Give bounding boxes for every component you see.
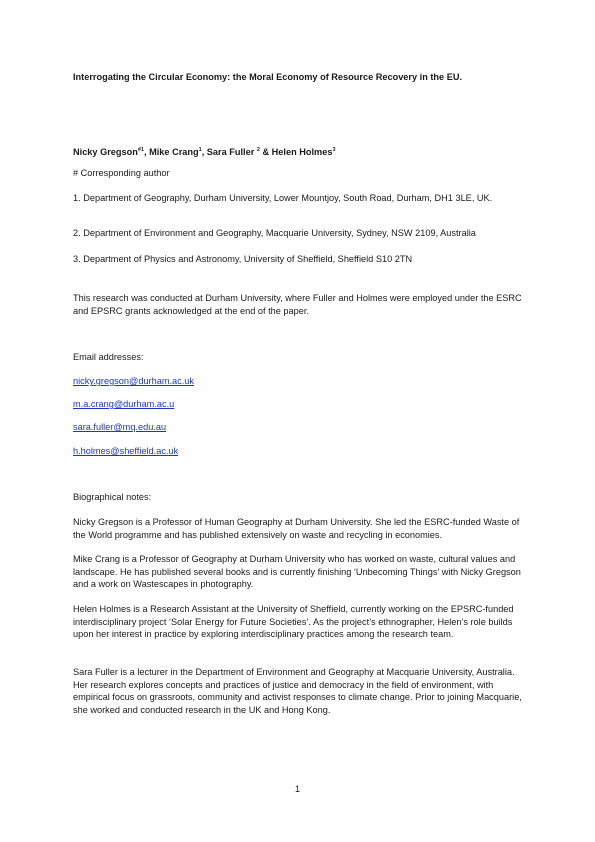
author-separator: & [259,147,272,157]
email-link[interactable]: nicky.gregson@durham.ac.uk [73,376,194,386]
author-affiliation-marker: #1 [137,146,144,153]
email-link[interactable]: h.holmes@sheffield.ac.uk [73,446,179,456]
research-note: This research was conducted at Durham University, where Fuller and Holmes were employed under the ESRC and EPSRC grants acknowledged at the end of the paper. [73,293,522,316]
affiliation: 2. Department of Environment and Geography, Macquarie University, Sydney, NSW 2109, Australia [73,228,476,238]
email-row [73,398,525,411]
affiliation: 1. Department of Geography, Durham University, Lower Mountjoy, South Road, Durham, DH1 3LE, UK. [73,193,493,203]
bio-paragraph: Mike Crang is a Professor of Geography at Durham University who has worked on waste, cultural values and landscape. He has published several books and is currently finishing ‘Unbecoming Things’ with Nicky Gregson and a work on Wastescapes in photography. [73,554,521,589]
paper-title: Interrogating the Circular Economy: the Moral Economy of Resource Recovery in the EU. [73,72,463,82]
email-link[interactable]: sara.fuller@mq.edu.au [73,422,167,432]
affiliation: 3. Department of Physics and Astronomy, University of Sheffield, Sheffield S10 2TN [73,254,413,264]
bio-paragraph: Sara Fuller is a lecturer in the Department of Environment and Geography at Macquarie University, Australia. Her research explores concepts and practices of justice and democracy in the field of environment, with empirical focus on grassroots, community and activist responses to climate change. Prior to joining Macquarie, she worked and conducted research in the UK and Hong Kong. [73,667,522,715]
email-link[interactable]: m.a.crang@durham.ac.u [73,399,175,409]
bio-paragraph: Nicky Gregson is a Professor of Human Geography at Durham University. She led the ESRC-funded Waste of the World programme and has published extensively on waste and recycling in economies. [73,517,520,540]
author-separator: , [201,147,207,157]
email-heading: Email addresses: [73,352,144,362]
author-list [73,146,525,159]
email-row [73,375,525,388]
email-row [73,421,525,434]
email-row [73,445,525,458]
author-name: Helen Holmes [271,147,333,157]
page-number: 1 [294,784,300,794]
corresponding-author-note: # Corresponding author [73,168,170,178]
author-name: Sara Fuller [206,147,255,157]
author-name: Nicky Gregson [73,147,138,157]
author-affiliation-marker: 1 [198,146,202,153]
author-affiliation-marker: 2 [256,146,260,153]
author-name: Mike Crang [149,147,199,157]
biographical-heading: Biographical notes: [73,492,152,502]
author-affiliation-marker: 3 [332,146,336,153]
bio-paragraph: Helen Holmes is a Research Assistant at the University of Sheffield, currently working on the EPSRC-funded interdisciplinary project ‘Solar Energy for Future Societies’. As the project’s ethnographer, Helen’s role builds upon her interest in practice by exploring interdisciplinary practices among the research team. [73,604,514,639]
author-separator: , [143,147,150,157]
